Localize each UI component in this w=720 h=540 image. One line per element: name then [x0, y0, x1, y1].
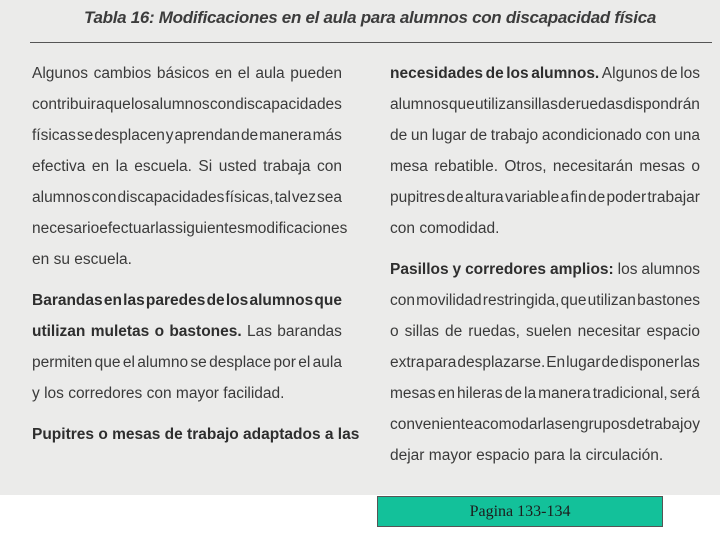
text-line: Algunos cambios básicos en el aula pueden: [32, 65, 342, 82]
text-line: con movilidad restringida, que utilizan bastones: [390, 292, 700, 309]
left-column: [32, 58, 360, 450]
text-line: Pasillos y corredores amplios: los alumnos: [390, 261, 700, 278]
right-column: [390, 58, 700, 471]
page-number-label: Pagina 133-134: [377, 496, 663, 527]
text-line: utilizan muletas o bastones. Las barandas: [32, 323, 342, 340]
text-line: necesario efectuar las siguientes modificaciones: [32, 220, 348, 237]
text-line: necesidades de los alumnos. Algunos de los: [390, 65, 700, 82]
text-line: mesas en hileras de la manera tradicional, será: [390, 385, 700, 402]
text-line: pupitres de altura variable a fin de poder trabajar: [390, 189, 700, 206]
text-line: efectiva en la escuela. Si usted trabaja con: [32, 158, 342, 175]
text-line: con comodidad.: [390, 220, 500, 237]
intro-paragraph: [32, 58, 348, 275]
pupitres-heading: Pupitres o mesas de trabajo adaptados a las: [32, 426, 360, 443]
text-line: mesa rebatible. Otros, necesitarán mesas o: [390, 158, 700, 175]
text-line: dejar mayor espacio para la circulación.: [390, 447, 664, 464]
text-line: y los corredores con mayor facilidad.: [32, 385, 285, 402]
necesidades-paragraph: [390, 58, 700, 244]
text-line: contribuir a que los alumnos con discapacidades: [32, 96, 342, 113]
text-line: alumnos con discapacidades físicas, tal vez sea: [32, 189, 342, 206]
text-line: Barandas en las paredes de los alumnos que: [32, 292, 342, 309]
title-divider: [30, 42, 712, 43]
text-line: físicas se desplacen y aprendan de manera más: [32, 127, 342, 144]
text-line: de un lugar de trabajo acondicionado con una: [390, 127, 700, 144]
text-line: conveniente acomodarlas en grupos de trabajo y: [390, 416, 700, 433]
text-line: o sillas de ruedas, suelen necesitar espacio: [390, 323, 700, 340]
text-line: extra para desplazarse. En lugar de disponer las: [390, 354, 700, 371]
text-line: en su escuela.: [32, 251, 132, 268]
barandas-paragraph: [32, 285, 342, 409]
pasillos-paragraph: [390, 254, 700, 471]
table-title: Tabla 16: Modificaciones en el aula para alumnos con discapacidad física: [84, 8, 657, 27]
text-line: permiten que el alumno se desplace por el aula: [32, 354, 342, 371]
text-line: alumnos que utilizan sillas de ruedas dispondrán: [390, 96, 700, 113]
